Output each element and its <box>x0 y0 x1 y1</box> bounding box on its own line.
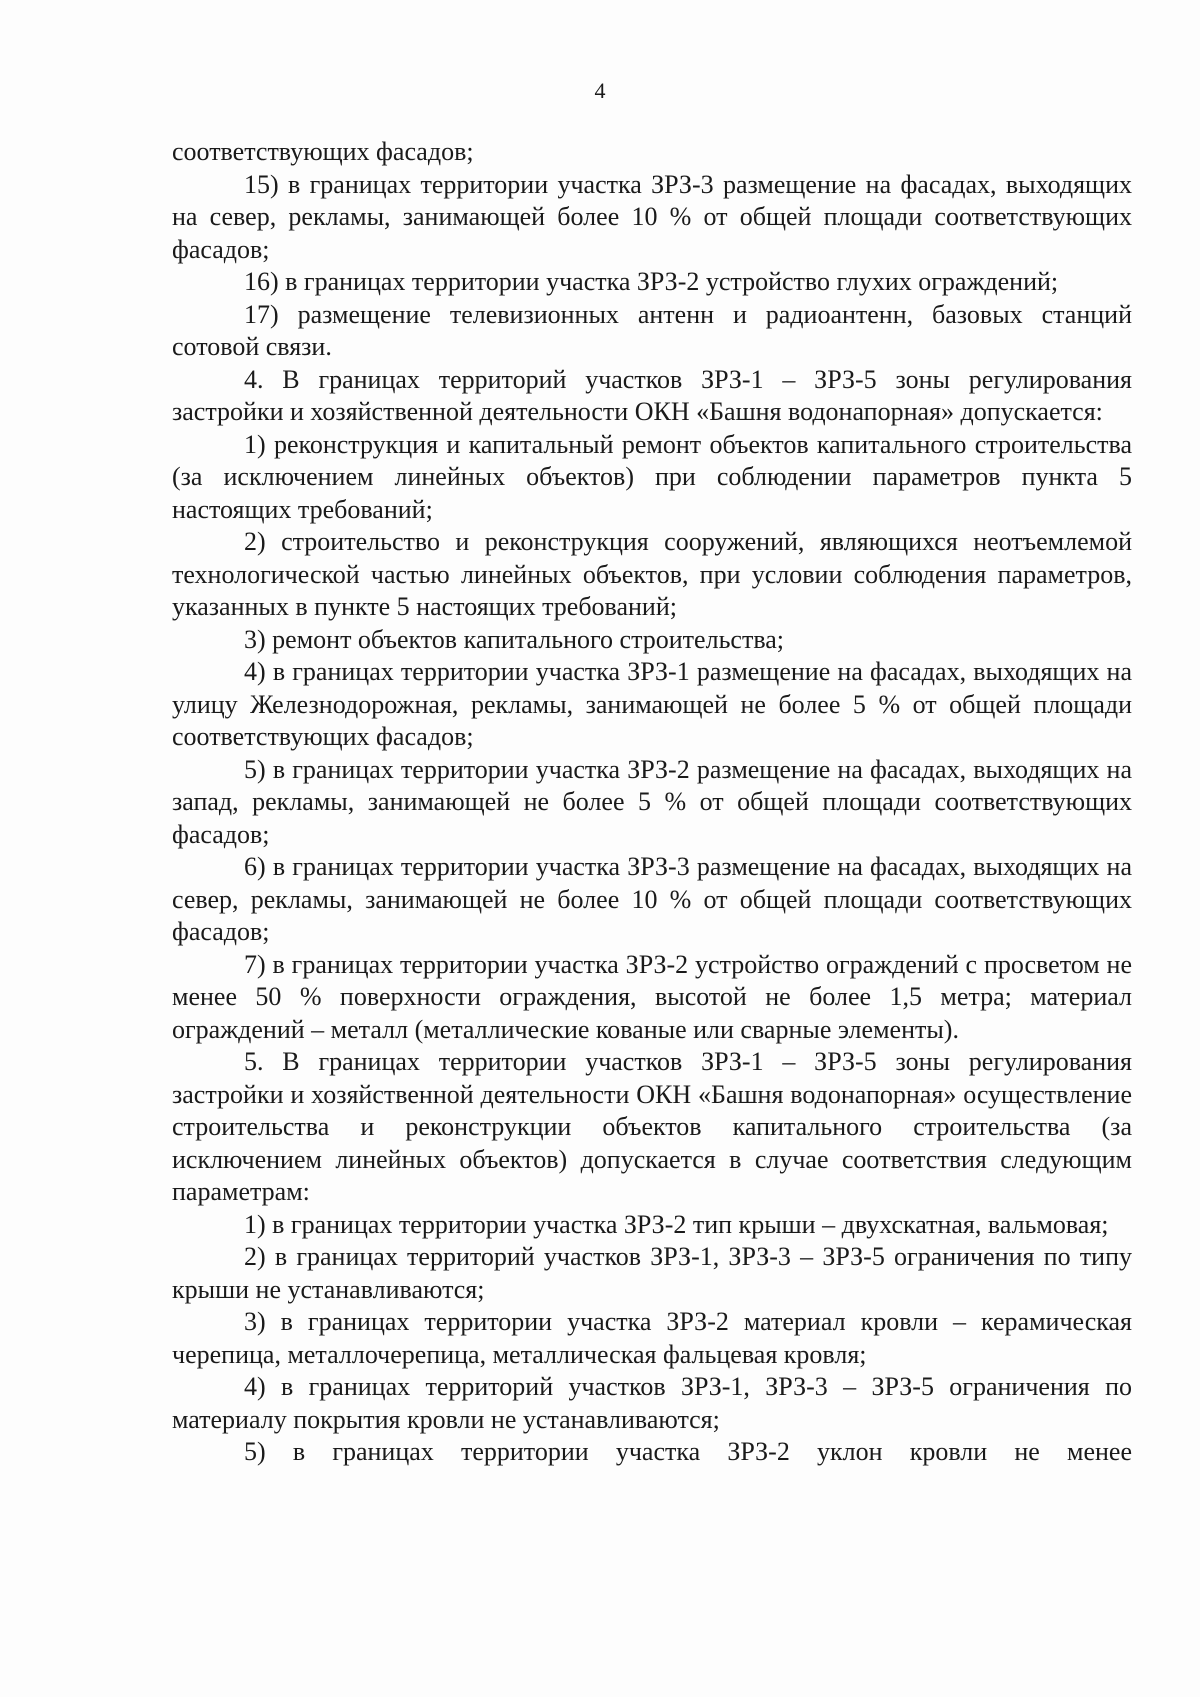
section-5-intro: 5. В границах территории участков ЗРЗ-1 – ЗРЗ-5 зоны регулирования застройки и хозяйственной деятельности ОКН «Башня водонапорная» осуществление строительства и реконструкции объектов капитального строительства (за исключением линейных объектов) допускается в случае соответствия следующим параметрам: <box>172 1047 1132 1206</box>
section-5-item-1: 1) в границах территории участка ЗРЗ-2 тип крыши – двухскатная, вальмовая; <box>244 1209 1109 1239</box>
list-item-17: 17) размещение телевизионных антенн и радиоантенн, базовых станций сотовой связи. <box>172 299 1132 361</box>
section-4-item-7: 7) в границах территории участка ЗРЗ-2 устройство ограждений с просветом не менее 50 % поверхности ограждения, высотой не более 1,5 метра; материал ограждений – металл (металлические кованые или сварные элементы). <box>172 949 1132 1044</box>
page-number: 4 <box>594 78 606 103</box>
section-5-item-3: 3) в границах территории участка ЗРЗ-2 материал кровли – керамическая черепица, металлочерепица, металлическая фальцевая кровля; <box>172 1307 1132 1369</box>
section-4-item-5: 5) в границах территории участка ЗРЗ-2 размещение на фасадах, выходящих на запад, рекламы, занимающей не более 5 % от общей площади соответствующих фасадов; <box>172 754 1132 849</box>
section-5-item-4: 4) в границах территорий участков ЗРЗ-1, ЗРЗ-3 – ЗРЗ-5 ограничения по материалу покрытия кровли не устанавливаются; <box>172 1372 1132 1434</box>
list-item-15: 15) в границах территории участка ЗРЗ-3 размещение на фасадах, выходящих на север, рекламы, занимающей более 10 % от общей площади соответствующих фасадов; <box>172 169 1132 264</box>
section-4-item-2: 2) строительство и реконструкция сооружений, являющихся неотъемлемой технологической частью линейных объектов, при условии соблюдения параметров, указанных в пункте 5 настоящих требований; <box>172 527 1132 621</box>
section-5-item-5: 5) в границах территории участка ЗРЗ-2 уклон кровли не менее <box>244 1437 1132 1466</box>
list-item-16: 16) в границах территории участка ЗРЗ-2 устройство глухих ограждений; <box>244 267 1059 296</box>
section-4-item-6: 6) в границах территории участка ЗРЗ-3 размещение на фасадах, выходящих на север, рекламы, занимающей не более 10 % от общей площади соответствующих фасадов; <box>172 852 1132 946</box>
section-4-intro: 4. В границах территорий участков ЗРЗ-1 – ЗРЗ-5 зоны регулирования застройки и хозяйственной деятельности ОКН «Башня водонапорная» допускается: <box>172 364 1132 426</box>
section-4-item-3: 3) ремонт объектов капитального строительства; <box>244 624 785 654</box>
section-4-item-1: 1) реконструкция и капитальный ремонт объектов капитального строительства (за исключением линейных объектов) при соблюдении параметров пункта 5 настоящих требований; <box>172 429 1132 524</box>
section-4-item-4: 4) в границах территории участка ЗРЗ-1 размещение на фасадах, выходящих на улицу Железнодорожная, рекламы, занимающей не более 5 % от общей площади соответствующих фасадов; <box>172 657 1132 751</box>
section-5-item-2: 2) в границах территорий участков ЗРЗ-1, ЗРЗ-3 – ЗРЗ-5 ограничения по типу крыши не устанавливаются; <box>172 1242 1132 1304</box>
document-body <box>172 136 1132 1469</box>
paragraph-continuation: соответствующих фасадов; <box>172 137 474 166</box>
